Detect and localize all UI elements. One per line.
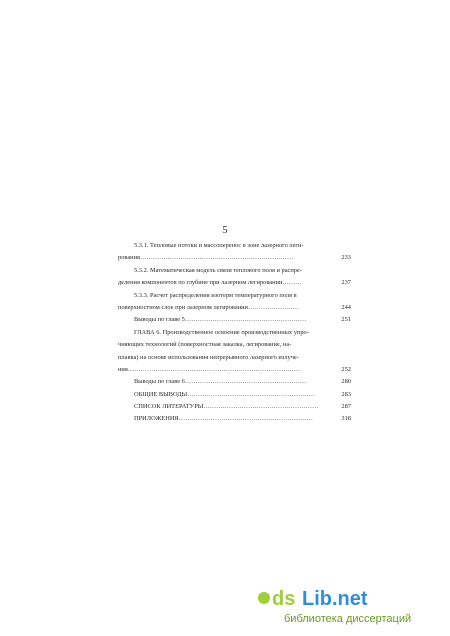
toc-line [118,314,351,326]
toc-line [118,290,351,302]
toc-line [118,302,351,314]
toc-page-number: 237 [341,279,351,287]
watermark-logo-lib: Lib.net [302,588,368,610]
toc-page-number: 280 [341,378,351,386]
toc-entry [118,401,351,413]
toc-text: поверхностном слое при лазерном легировании…………………… [118,303,300,311]
toc-line [118,401,351,413]
toc-text: рования……………………………………………………………… [118,254,294,262]
table-of-contents [118,240,351,426]
toc-text: 5.3.1. Тепловые потоки и массоперенос в зоне лазерного леги- [134,242,304,249]
toc-line [118,339,351,351]
toc-page-number: 251 [341,316,351,324]
watermark-subtitle: библиотека диссертаций [284,613,412,625]
toc-text: Выводы по главе 6………………………………………………… [134,378,307,386]
toc-page-number: 287 [341,403,351,411]
toc-text: плавка) на основе использования непрерывного лазерного излуче- [118,353,299,361]
toc-page-number: 252 [341,365,351,373]
toc-entry [118,314,351,326]
toc-entry [118,265,351,290]
toc-text: ГЛАВА 6. Производственное освоение производственных упро- [134,328,309,336]
toc-text: ПРИЛОЖЕНИЯ……………………………………………………… [134,415,313,423]
toc-line [118,265,351,277]
toc-entry [118,240,351,265]
toc-text: деления компонентов по глубине при лазерном легировании……… [118,279,302,287]
toc-text: 5.3.3. Расчет распределения изотерм температурного поля в [134,291,297,299]
toc-text: Выводы по главе 5………………………………………………… [134,316,307,324]
watermark [272,588,422,628]
logo-mark-icon [258,592,270,604]
toc-page-number: 283 [341,390,351,398]
toc-line [118,364,351,376]
toc-page-number: 318 [341,415,351,423]
toc-entry [118,327,351,377]
toc-text: СПИСОК ЛИТЕРАТУРЫ……………………………………………… [134,403,319,411]
toc-line [118,376,351,388]
toc-entry [118,389,351,401]
toc-line [118,277,351,289]
toc-line [118,327,351,339]
toc-text: чняющих технологий (поверхностная закалка, легирование, на- [118,341,292,349]
watermark-logo-ds: ds [272,588,296,610]
toc-text: 5.3.2. Математическая модель связи теплового поля и распре- [134,266,302,274]
toc-page-number: 244 [341,303,351,311]
toc-entry [118,376,351,388]
toc-line [118,413,351,425]
toc-line [118,252,351,264]
page-number: 5 [222,225,228,236]
toc-line [118,240,351,252]
toc-line [118,389,351,401]
toc-entry [118,290,351,315]
toc-entry [118,413,351,425]
toc-text: ния……………………………………………………………………… [118,365,301,373]
toc-page-number: 233 [341,254,351,262]
toc-text: ОБЩИЕ ВЫВОДЫ…………………………………………………… [134,390,315,398]
toc-line [118,352,351,364]
